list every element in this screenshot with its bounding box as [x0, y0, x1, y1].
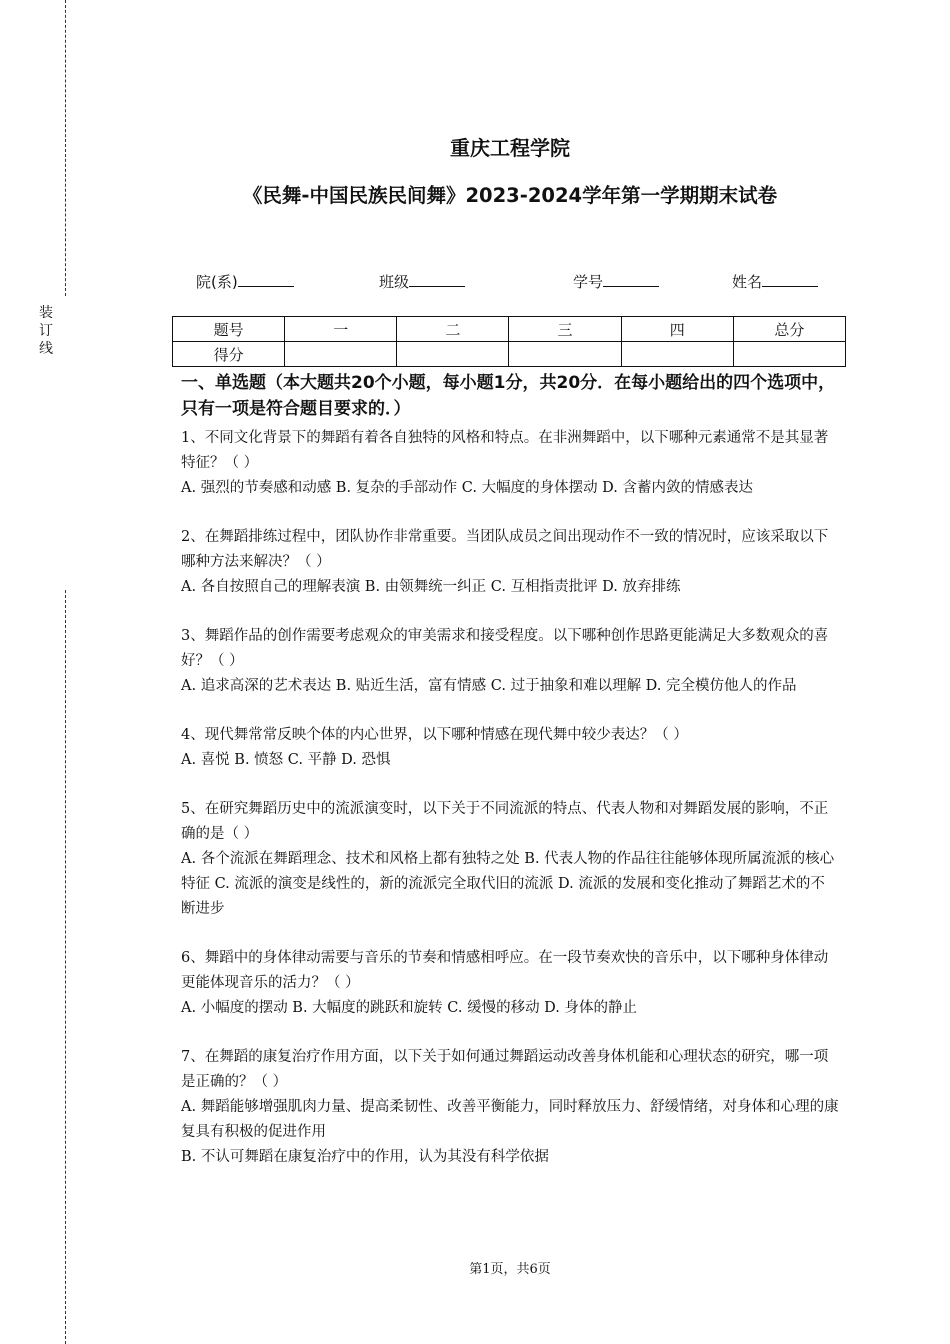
exam-content — [181, 370, 839, 1194]
question-item — [181, 946, 839, 1021]
question-option-b: B. 不认可舞蹈在康复治疗中的作用，认为其没有科学依据 — [181, 1149, 549, 1165]
school-name: 重庆工程学院 — [450, 136, 570, 160]
score-cell[interactable] — [733, 342, 845, 367]
question-item — [181, 525, 839, 600]
name-field[interactable] — [732, 270, 818, 292]
question-options: A. 追求高深的艺术表达 B. 贴近生活，富有情感 C. 过于抽象和难以理解 D. 完全模仿他人的作品 — [181, 678, 797, 694]
score-cell[interactable] — [621, 342, 733, 367]
question-item — [181, 426, 839, 501]
score-row-label: 得分 — [173, 342, 285, 367]
score-table-header-cell: 一 — [285, 317, 397, 342]
question-options: A. 小幅度的摆动 B. 大幅度的跳跃和旋转 C. 缓慢的移动 D. 身体的静止 — [181, 1000, 638, 1016]
student-info-fields — [0, 270, 950, 294]
question-stem: 4、现代舞常常反映个体的内心世界，以下哪种情感在现代舞中较少表达？（ ） — [181, 727, 688, 743]
binding-label — [38, 304, 54, 358]
question-stem: 6、舞蹈中的身体律动需要与音乐的节奏和情感相呼应。在一段节奏欢快的音乐中，以下哪种身体律动更能体现音乐的活力？（ ） — [181, 950, 829, 991]
binding-dashed-line-bottom — [65, 590, 66, 1344]
student-id-blank[interactable] — [603, 270, 659, 287]
score-table-header-cell: 三 — [509, 317, 621, 342]
exam-title: 《民舞-中国民族民间舞》2023-2024学年第一学期期末试卷 — [242, 184, 778, 207]
question-item — [181, 723, 839, 773]
score-table-header-cell: 二 — [397, 317, 509, 342]
binding-label-char: 装 — [39, 305, 53, 321]
question-options: A. 喜悦 B. 愤怒 C. 平静 D. 恐惧 — [181, 752, 391, 768]
question-stem: 3、舞蹈作品的创作需要考虑观众的审美需求和接受程度。以下哪种创作思路更能满足大多数观众的喜好？（ ） — [181, 628, 829, 669]
question-item — [181, 624, 839, 699]
name-label: 姓名 — [732, 273, 763, 291]
question-options: A. 各自按照自己的理解表演 B. 由领舞统一纠正 C. 互相指责批评 D. 放弃排练 — [181, 579, 681, 595]
score-table-header-row — [173, 317, 846, 342]
department-blank[interactable] — [238, 270, 294, 287]
class-field[interactable] — [379, 270, 465, 292]
question-stem: 2、在舞蹈排练过程中，团队协作非常重要。当团队成员之间出现动作不一致的情况时，应该采取以下哪种方法来解决？（ ） — [181, 529, 829, 570]
page-footer: 第1页，共6页 — [469, 1262, 551, 1277]
class-blank[interactable] — [409, 270, 465, 287]
class-label: 班级 — [379, 273, 410, 291]
name-blank[interactable] — [762, 270, 818, 287]
score-table-header-cell: 题号 — [173, 317, 285, 342]
question-options: A. 各个流派在舞蹈理念、技术和风格上都有独特之处 B. 代表人物的作品往往能够体现所属流派的核心特征 C. 流派的演变是线性的，新的流派完全取代旧的流派 D. 流派的发展和变化推动了舞蹈艺术的不断进步 — [181, 851, 835, 917]
section-heading: 一、单选题（本大题共20个小题，每小题1分，共20分．在每小题给出的四个选项中，只有一项是符合题目要求的．） — [181, 373, 836, 419]
department-label: 院(系) — [196, 273, 238, 291]
score-cell[interactable] — [285, 342, 397, 367]
score-cell[interactable] — [397, 342, 509, 367]
question-stem: 5、在研究舞蹈历史中的流派演变时，以下关于不同流派的特点、代表人物和对舞蹈发展的影响，不正确的是（ ） — [181, 801, 829, 842]
score-table — [172, 316, 846, 367]
question-options: A. 强烈的节奏感和动感 B. 复杂的手部动作 C. 大幅度的身体摆动 D. 含蓄内敛的情感表达 — [181, 480, 754, 496]
score-table-score-row — [173, 342, 846, 367]
question-item — [181, 797, 839, 922]
student-id-field[interactable] — [573, 270, 659, 292]
student-id-label: 学号 — [573, 273, 604, 291]
binding-label-char: 订 — [39, 323, 53, 339]
binding-label-char: 线 — [39, 341, 53, 357]
question-item — [181, 1045, 839, 1170]
score-cell[interactable] — [509, 342, 621, 367]
question-stem: 1、不同文化背景下的舞蹈有着各自独特的风格和特点。在非洲舞蹈中，以下哪种元素通常不是其显著特征？（ ） — [181, 430, 829, 471]
question-stem: 7、在舞蹈的康复治疗作用方面，以下关于如何通过舞蹈运动改善身体机能和心理状态的研究，哪一项是正确的？（ ） — [181, 1049, 829, 1090]
score-table-header-cell: 四 — [621, 317, 733, 342]
department-field[interactable] — [196, 270, 294, 292]
question-option-a: A. 舞蹈能够增强肌肉力量、提高柔韧性、改善平衡能力，同时释放压力、舒缓情绪，对身体和心理的康复具有积极的促进作用 — [181, 1099, 839, 1140]
score-table-header-cell: 总分 — [733, 317, 845, 342]
